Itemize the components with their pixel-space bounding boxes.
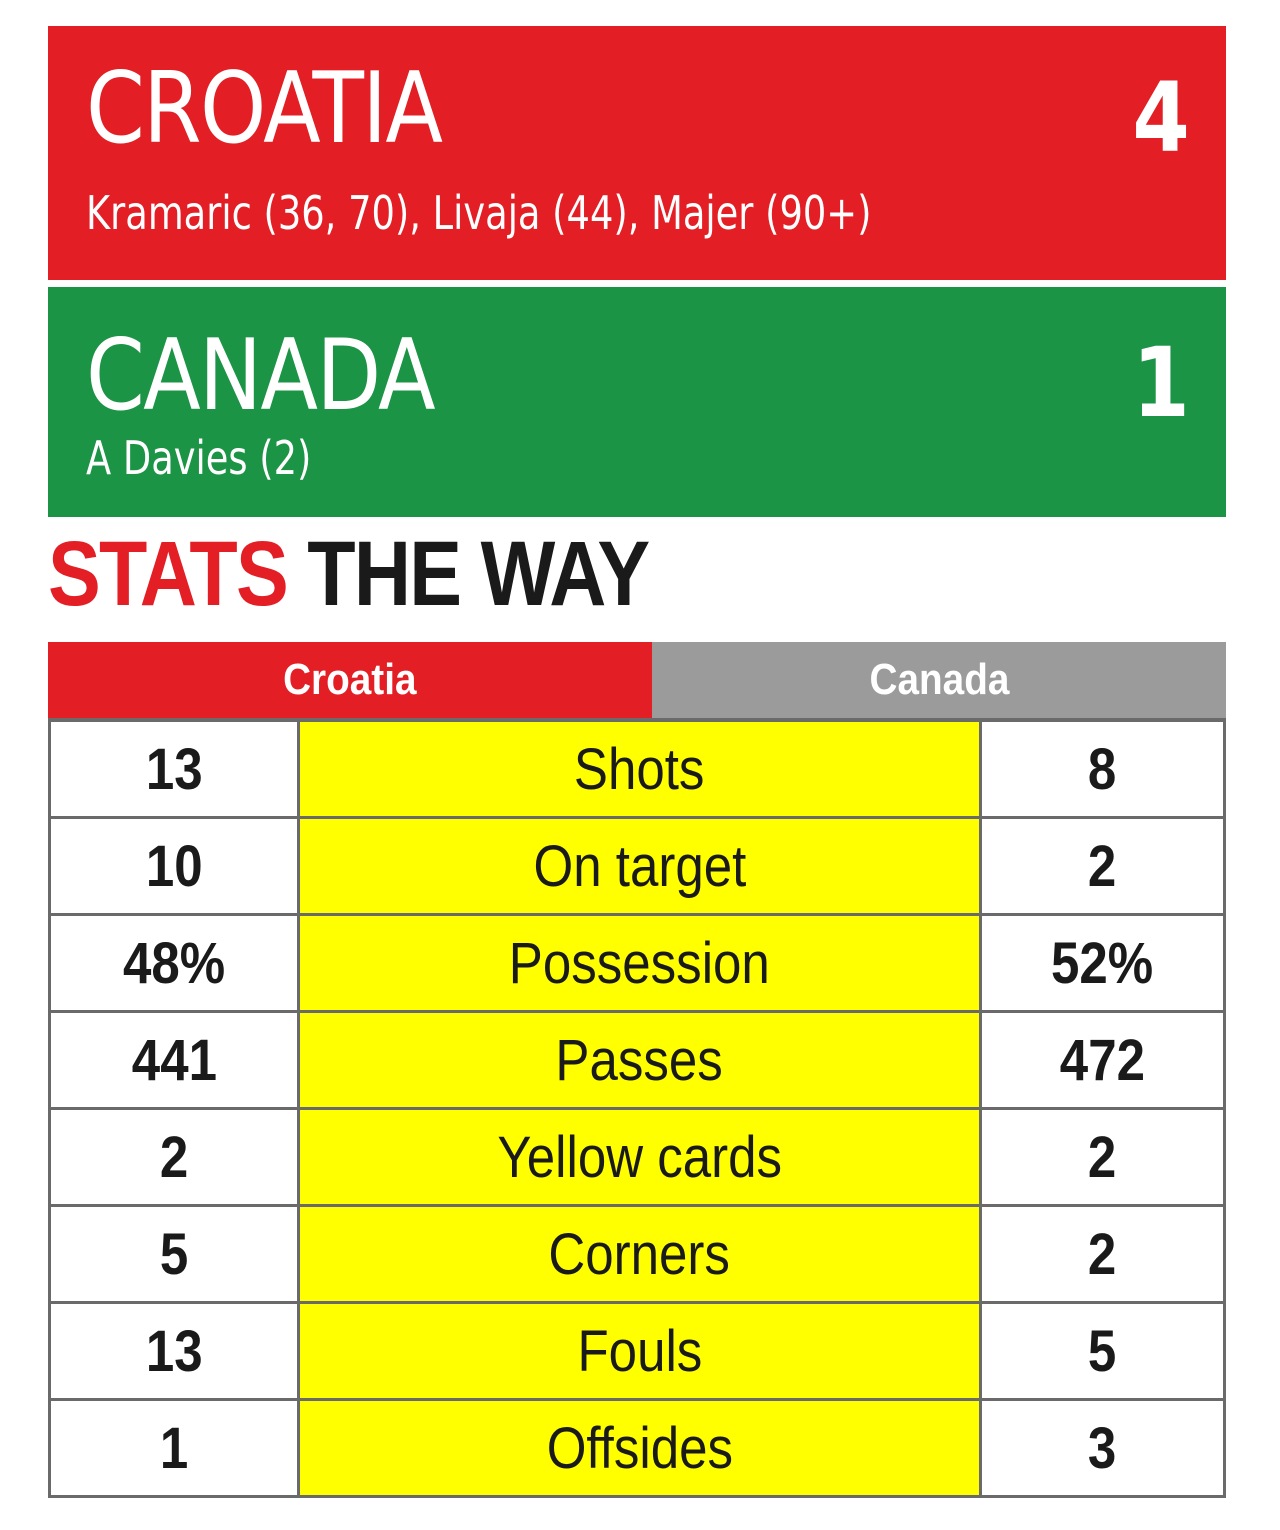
stat-label: Possession xyxy=(300,916,981,1010)
croatia-score-panel xyxy=(48,26,1226,280)
table-row xyxy=(51,1110,1223,1207)
stat-label: Passes xyxy=(300,1013,981,1107)
table-row xyxy=(51,1401,1223,1495)
table-row xyxy=(51,722,1223,819)
table-row xyxy=(51,916,1223,1013)
croatia-value: 5 xyxy=(51,1207,300,1301)
canada-value: 2 xyxy=(1088,1221,1117,1287)
stats-table xyxy=(48,642,1226,1498)
croatia-value: 10 xyxy=(51,819,300,913)
home-team-scorers: Kramaric (36, 70), Livaja (44), Majer (90+) xyxy=(86,186,872,240)
header-canada xyxy=(652,642,1226,718)
canada-score-panel xyxy=(48,287,1226,517)
croatia-value: 48% xyxy=(51,916,300,1010)
away-team-name: CANADA xyxy=(86,319,434,433)
table-row xyxy=(51,1304,1223,1401)
stat-label: Fouls xyxy=(300,1304,981,1398)
stats-table-body xyxy=(48,718,1226,1498)
table-row xyxy=(51,819,1223,916)
croatia-value: 2 xyxy=(51,1110,300,1204)
canada-value: 5 xyxy=(1088,1318,1117,1384)
croatia-value: 13 xyxy=(51,1304,300,1398)
canada-value: 52% xyxy=(1051,930,1154,996)
stat-label: Yellow cards xyxy=(300,1110,981,1204)
stat-label: On target xyxy=(300,819,981,913)
away-team-scorers: A Davies (2) xyxy=(86,431,312,485)
canada-value: 3 xyxy=(1088,1415,1117,1481)
croatia-value: 441 xyxy=(51,1013,300,1107)
stats-heading xyxy=(48,523,649,625)
home-team-name: CROATIA xyxy=(86,52,442,166)
canada-value: 8 xyxy=(1088,736,1117,802)
table-row xyxy=(51,1013,1223,1110)
stats-table-header xyxy=(48,642,1226,718)
stats-heading-rest: THE WAY xyxy=(286,523,649,625)
stat-label: Offsides xyxy=(300,1401,981,1495)
croatia-value: 13 xyxy=(51,722,300,816)
home-team-score: 4 xyxy=(1132,62,1190,174)
stats-heading-accent: STATS xyxy=(48,523,287,625)
canada-value: 2 xyxy=(1088,833,1117,899)
croatia-value: 1 xyxy=(51,1401,300,1495)
table-row xyxy=(51,1207,1223,1304)
header-croatia xyxy=(48,642,652,718)
stat-label: Corners xyxy=(300,1207,981,1301)
canada-value: 472 xyxy=(1059,1027,1145,1093)
header-canada-label: Canada xyxy=(869,655,1009,704)
stat-label: Shots xyxy=(300,722,981,816)
away-team-score: 1 xyxy=(1132,327,1190,439)
canada-value: 2 xyxy=(1088,1124,1117,1190)
header-croatia-label: Croatia xyxy=(283,655,417,704)
